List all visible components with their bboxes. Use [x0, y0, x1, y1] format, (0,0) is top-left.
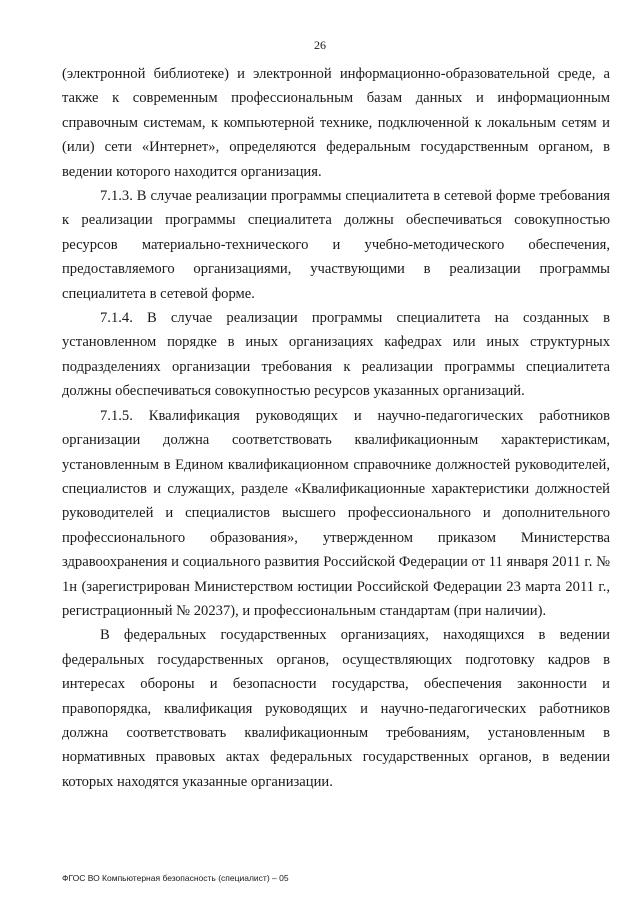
page-footer: ФГОС ВО Компьютерная безопасность (специалист) – 05	[62, 873, 289, 883]
paragraph-continuation: (электронной библиотеке) и электронной информационно-образовательной среде, а также к современным профессиональным базам данных и информационным справочным системам, к компьютерной технике, подключенной к локальным сетям и (или) сети «Интернет», определяются федеральным государственным органом, в ведении которого находится организация.	[62, 66, 610, 180]
paragraph-7-1-5: 7.1.5. Квалификация руководящих и научно-педагогических работников организации должна соответствовать квалификационным характеристикам, установленным в Едином квалификационном справочнике должностей руководителей, специалистов и служащих, разделе «Квалификационные характеристики должностей руководителей и специалистов высшего профессионального и дополнительного профессионального образования», утвержденном приказом Министерства здравоохранения и социального развития Российской Федерации от 11 января 2011 г. № 1н (зарегистрирован Министерством юстиции Российской Федерации 23 марта 2011 г., регистрационный № 20237), и профессиональным стандартам (при наличии).	[62, 407, 610, 619]
paragraph-federal-organizations: В федеральных государственных организациях, находящихся в ведении федеральных государственных органов, осуществляющих подготовку кадров в интересах обороны и безопасности государства, обеспечения законности и правопорядка, квалификация руководящих и научно-педагогических работников должна соответствовать квалификационным требованиям, установленным в нормативных правовых актах федеральных государственных органов, в ведении которых находятся указанные организации.	[62, 627, 610, 790]
document-body	[62, 62, 610, 794]
paragraph-7-1-3: 7.1.3. В случае реализации программы специалитета в сетевой форме требования к реализации программы специалитета должны обеспечиваться совокупностью ресурсов материально-технического и учебно-методического обеспечения, предоставляемого организациями, участвующими в реализации программы специалитета в сетевой форме.	[62, 188, 610, 302]
page-number: 26	[314, 38, 326, 52]
paragraph-7-1-4: 7.1.4. В случае реализации программы специалитета на созданных в установленном порядке в иных организациях кафедрах или иных структурных подразделениях организации требования к реализации программы специалитета должны обеспечиваться совокупностью ресурсов указанных организаций.	[62, 310, 610, 400]
